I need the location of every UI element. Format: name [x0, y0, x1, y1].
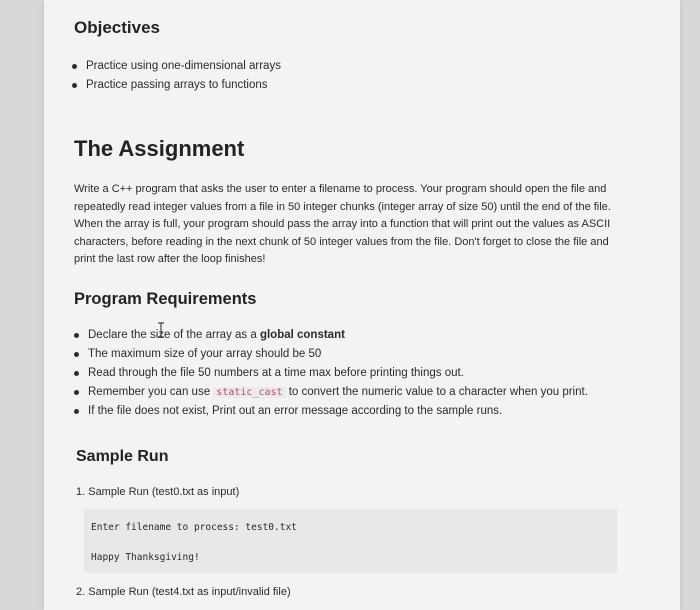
assignment-heading: The Assignment [74, 136, 245, 161]
list-item [74, 326, 588, 345]
requirement-text: to convert the numeric value to a character when you print. [285, 386, 588, 398]
objectives-list [72, 57, 281, 95]
list-item: Read through the file 50 numbers at a time max before printing things out. [74, 364, 588, 383]
console-output-line: Happy Thanksgiving! [91, 552, 200, 563]
sample-run-2-label: 2. Sample Run (test4.txt as input/invalid file) [76, 586, 291, 598]
list-item: Practice passing arrays to functions [72, 76, 281, 95]
list-item: If the file does not exist, Print out an error message according to the sample runs. [74, 402, 588, 421]
list-item: The maximum size of your array should be 50 [74, 345, 588, 364]
requirement-text: Remember you can use [88, 386, 214, 398]
objectives-heading: Objectives [74, 18, 160, 37]
sample-run-1-console [84, 509, 617, 573]
list-item: Practice using one-dimensional arrays [72, 57, 281, 76]
requirement-emphasis: global constant [259, 329, 345, 341]
console-prompt-line: Enter filename to process: test0.txt [91, 522, 297, 533]
sample-run-heading: Sample Run [76, 448, 169, 465]
list-item [74, 383, 588, 402]
sample-run-1-label: 1. Sample Run (test0.txt as input) [76, 486, 240, 498]
requirement-text: Declare the size of the array as a [88, 329, 260, 341]
assignment-paragraph: Write a C++ program that asks the user to enter a filename to process. Your program should open the file and repeatedly read integer values from a file in 50 integer chunks (integer array of size 50) until the end of the file. When the array is full, your program should pass the array into a function that will print out the values as ASCII characters, before reading in the next chunk of 50 integer values from the file. Don't forget to close the file and print the last row after the loop finishes! [74, 183, 611, 265]
requirements-list [74, 326, 588, 421]
requirements-heading: Program Requirements [74, 290, 257, 308]
document-page [44, 0, 680, 610]
text-cursor-icon [156, 322, 166, 338]
inline-code: static_cast [213, 387, 285, 398]
